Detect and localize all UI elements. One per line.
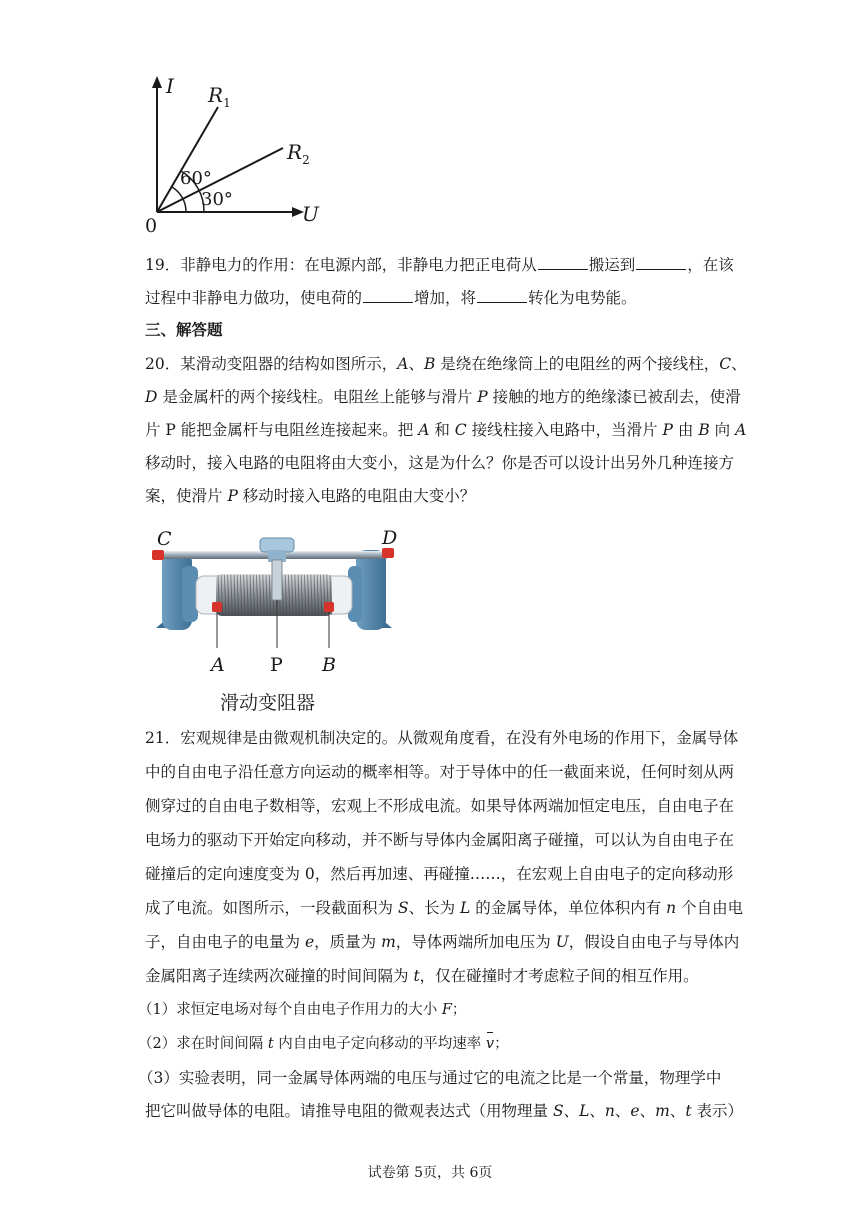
q21-part3-line2: 把它叫做导体的电阻。请推导电阻的微观表达式（用物理量 S、L、n、e、m、t 表示） <box>145 1102 743 1120</box>
figure-caption: 滑动变阻器 <box>220 692 316 714</box>
q21-line2: 中的自由电子沿任意方向运动的概率相等。对于导体中的任一截面来说，任何时刻从两 <box>145 763 735 781</box>
q20-line3: 片 P 能把金属杆与电阻丝连接起来。把 A 和 C 接线柱接入电路中，当滑片 P 由 B 向 A <box>145 421 747 439</box>
q21-line3: 侧穿过的自由电子数相等，宏观上不形成电流。如果导体两端加恒定电压，自由电子在 <box>145 797 735 815</box>
r1-label: $R_1$ <box>208 83 231 110</box>
q20-line5: 案，使滑片 P 移动时接入电路的电阻由大变小？ <box>145 487 476 505</box>
angle-30-label: 30° <box>201 189 233 210</box>
rheostat-illustration <box>148 528 398 658</box>
i-axis-arrow <box>152 76 162 88</box>
q19-line2: 过程中非静电力做功，使电荷的 增加，将 转化为电势能。 <box>145 289 637 307</box>
terminal-c-label: C <box>157 528 172 550</box>
origin-label: 0 <box>145 215 158 237</box>
answer-blank[interactable] <box>538 255 588 270</box>
answer-blank[interactable] <box>477 288 527 303</box>
angle-arc-30 <box>172 187 186 212</box>
q21-line4: 电场力的驱动下开始定向移动，并不断与导体内金属阳离子碰撞，可以认为自由电子在 <box>145 831 735 849</box>
q21-line5: 碰撞后的定向速度变为 0，然后再加速、再碰撞……，在宏观上自由电子的定向移动形 <box>145 865 734 883</box>
page-footer: 试卷第 5页，共 6页 <box>367 1165 493 1181</box>
q20-line4: 移动时，接入电路的电阻将由大变小，这是为什么？你是否可以设计出另外几种连接方 <box>145 454 735 472</box>
q21-part1: （1）求恒定电场对每个自由电子作用力的大小 F； <box>138 1002 467 1018</box>
q19-line1: 19．非静电力的作用：在电源内部，非静电力把正电荷从 搬运到 ，在该 <box>145 256 734 274</box>
slider-p-label: P <box>270 654 283 676</box>
q21-part3-line1: （3）实验表明，同一金属导体两端的电压与通过它的电流之比是一个常量，物理学中 <box>138 1069 722 1087</box>
answer-blank[interactable] <box>636 255 686 270</box>
terminal-a-label: A <box>211 654 225 676</box>
answer-blank[interactable] <box>363 288 413 303</box>
terminal-b-label: B <box>322 654 336 676</box>
q21-line7: 子，自由电子的电量为 e，质量为 m，导体两端所加电压为 U，假设自由电子与导体内 <box>145 933 740 951</box>
q20-line1: 20．某滑动变阻器的结构如图所示，A、B 是绕在绝缘筒上的电阻丝的两个接线柱，C、 <box>145 355 747 373</box>
q21-part2: （2）求在时间间隔 t 内自由电子定向移动的平均速率 v； <box>138 1036 509 1052</box>
terminal-d-label: D <box>382 527 398 549</box>
angle-60-label: 60° <box>180 168 212 189</box>
avg-velocity-symbol: v <box>485 1036 495 1052</box>
q20-line2: D 是金属杆的两个接线柱。电阻丝上能够与滑片 P 接触的地方的绝缘漆已被刮去，使滑 <box>145 388 741 406</box>
q21-line8: 金属阳离子连续两次碰撞的时间间隔为 t，仅在碰撞时才考虑粒子间的相互作用。 <box>145 967 699 985</box>
section-heading: 三、解答题 <box>145 320 223 339</box>
q21-line1: 21．宏观规律是由微观机制决定的。从微观角度看，在没有外电场的作用下，金属导体 <box>145 729 739 747</box>
i-axis-label: I <box>166 74 174 98</box>
u-axis-label: U <box>302 202 319 226</box>
q21-line6: 成了电流。如图所示，一段截面积为 S、长为 L 的金属导体，单位体积内有 n 个自由电 <box>145 899 744 917</box>
r2-label: $R_2$ <box>287 140 310 167</box>
